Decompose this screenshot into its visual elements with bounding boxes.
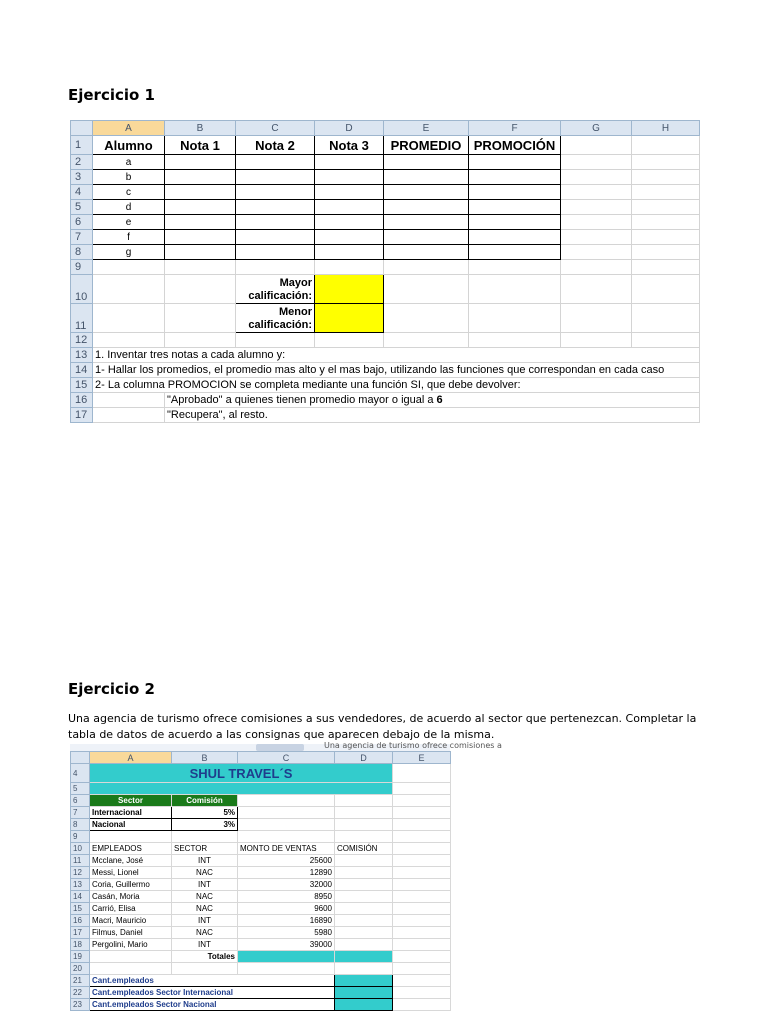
cell[interactable] — [469, 245, 561, 260]
summary-label[interactable]: Cant.empleados Sector Internacional — [90, 987, 335, 999]
ej2-heading: Ejercicio 2 — [68, 680, 155, 698]
cell[interactable] — [315, 245, 384, 260]
cell[interactable] — [315, 185, 384, 200]
cell[interactable] — [172, 831, 238, 843]
cell[interactable] — [393, 783, 451, 795]
cell[interactable] — [393, 807, 451, 819]
column-header[interactable]: D — [315, 121, 384, 136]
column-header[interactable]: C — [238, 752, 335, 764]
sector-pct[interactable]: 3% — [172, 819, 238, 831]
employee-monto[interactable]: 32000 — [238, 879, 335, 891]
instruction-text[interactable]: 1- Hallar los promedios, el promedio mas alto y el mas bajo, utilizando las funciones que correspondan en cada caso — [93, 363, 700, 378]
summary-value[interactable] — [335, 975, 393, 987]
cell[interactable] — [384, 185, 469, 200]
table-row — [71, 855, 451, 867]
row-number[interactable]: 8 — [71, 245, 93, 260]
comision-header[interactable]: Comisión — [172, 795, 238, 807]
row-number[interactable]: 4 — [71, 185, 93, 200]
table-row — [71, 783, 451, 795]
mayor-calificacion-value[interactable] — [315, 275, 384, 304]
row-number[interactable]: 8 — [71, 819, 90, 831]
cell[interactable] — [165, 333, 236, 348]
table-row — [71, 230, 700, 245]
cell[interactable] — [393, 855, 451, 867]
cell[interactable] — [165, 230, 236, 245]
table-row — [71, 378, 700, 393]
cell[interactable] — [384, 170, 469, 185]
table-row — [71, 275, 700, 304]
sector-name[interactable]: Nacional — [90, 819, 172, 831]
employee-comision[interactable] — [335, 855, 393, 867]
cell[interactable] — [632, 260, 700, 275]
employee-name[interactable]: Casán, Moria — [90, 891, 172, 903]
cell[interactable] — [238, 819, 335, 831]
row-number[interactable]: 12 — [71, 867, 90, 879]
instruction-text[interactable]: "Recupera", al resto. — [165, 408, 700, 423]
instruction-text[interactable]: 1. Inventar tres notas a cada alumno y: — [93, 348, 700, 363]
cell[interactable] — [236, 170, 315, 185]
table-row — [71, 795, 451, 807]
header-cell-nota3[interactable]: Nota 3 — [315, 136, 384, 155]
instruction-bold-value: 6 — [436, 394, 443, 406]
summary-value[interactable] — [335, 987, 393, 999]
cell[interactable] — [236, 215, 315, 230]
employee-sector[interactable]: INT — [172, 855, 238, 867]
row-number[interactable]: 16 — [71, 915, 90, 927]
column-header[interactable]: G — [561, 121, 632, 136]
sector-pct[interactable]: 5% — [172, 807, 238, 819]
summary-value[interactable] — [335, 999, 393, 1011]
cell[interactable] — [315, 333, 384, 348]
cell[interactable] — [165, 185, 236, 200]
table-row — [71, 363, 700, 378]
cell[interactable] — [315, 170, 384, 185]
cell[interactable] — [315, 200, 384, 215]
cell[interactable] — [393, 939, 451, 951]
row-number[interactable]: 21 — [71, 975, 90, 987]
ej1-spreadsheet — [70, 120, 700, 423]
cell[interactable] — [632, 230, 700, 245]
student-name[interactable]: f — [93, 230, 165, 245]
header-cell-nota1[interactable]: Nota 1 — [165, 136, 236, 155]
row-number[interactable]: 11 — [71, 855, 90, 867]
cell[interactable] — [172, 963, 238, 975]
column-header[interactable]: C — [236, 121, 315, 136]
cell[interactable] — [393, 831, 451, 843]
employee-comision[interactable] — [335, 867, 393, 879]
cell[interactable] — [561, 170, 632, 185]
cell[interactable] — [90, 963, 172, 975]
totals-monto[interactable] — [238, 951, 335, 963]
totals-label[interactable]: Totales — [172, 951, 238, 963]
cell[interactable] — [165, 215, 236, 230]
row-number[interactable]: 15 — [71, 378, 93, 393]
employee-comision[interactable] — [335, 891, 393, 903]
row-number[interactable]: 12 — [71, 333, 93, 348]
cell[interactable] — [561, 200, 632, 215]
cell[interactable] — [335, 963, 393, 975]
cell[interactable] — [384, 304, 469, 333]
student-name[interactable]: e — [93, 215, 165, 230]
cell[interactable] — [393, 764, 451, 783]
row-number[interactable]: 16 — [71, 393, 93, 408]
cell[interactable] — [315, 155, 384, 170]
employee-sector[interactable]: NAC — [172, 903, 238, 915]
cell[interactable] — [632, 185, 700, 200]
header-cell-alumno[interactable]: Alumno — [93, 136, 165, 155]
formula-bar-divider — [256, 744, 304, 751]
cell[interactable] — [469, 170, 561, 185]
employee-sector[interactable]: INT — [172, 939, 238, 951]
mayor-calificacion-label[interactable]: Mayor calificación: — [236, 275, 315, 304]
cell[interactable] — [393, 951, 451, 963]
row-number[interactable]: 13 — [71, 348, 93, 363]
column-header-row — [71, 121, 700, 136]
column-header[interactable]: H — [632, 121, 700, 136]
header-cell-promedio[interactable]: PROMEDIO — [384, 136, 469, 155]
employee-comision[interactable] — [335, 879, 393, 891]
column-header[interactable]: B — [172, 752, 238, 764]
cell[interactable] — [393, 975, 451, 987]
cell[interactable] — [165, 155, 236, 170]
cell[interactable] — [238, 795, 335, 807]
row-number[interactable]: 3 — [71, 170, 93, 185]
row-number[interactable]: 6 — [71, 795, 90, 807]
table-row — [71, 999, 451, 1011]
cell[interactable] — [236, 260, 315, 275]
employee-monto[interactable]: 25600 — [238, 855, 335, 867]
cell[interactable] — [93, 304, 165, 333]
column-header[interactable]: B — [165, 121, 236, 136]
cell[interactable] — [384, 215, 469, 230]
table-row — [71, 348, 700, 363]
employee-monto[interactable]: 9600 — [238, 903, 335, 915]
cell[interactable] — [236, 333, 315, 348]
row-number[interactable]: 11 — [71, 304, 93, 333]
row-number[interactable]: 17 — [71, 927, 90, 939]
cell[interactable] — [632, 200, 700, 215]
cell[interactable] — [469, 260, 561, 275]
cell[interactable] — [238, 807, 335, 819]
employee-monto[interactable]: 8950 — [238, 891, 335, 903]
cell[interactable] — [393, 987, 451, 999]
header-cell-promocion[interactable]: PROMOCIÓN — [469, 136, 561, 155]
row-number[interactable]: 4 — [71, 764, 90, 783]
cell[interactable] — [238, 831, 335, 843]
cell[interactable] — [561, 230, 632, 245]
cell[interactable] — [165, 275, 236, 304]
cell[interactable] — [165, 260, 236, 275]
cell[interactable] — [384, 260, 469, 275]
cell[interactable] — [93, 275, 165, 304]
cell[interactable] — [384, 333, 469, 348]
column-header[interactable]: F — [469, 121, 561, 136]
employee-name[interactable]: Filmus, Daniel — [90, 927, 172, 939]
cell[interactable] — [93, 333, 165, 348]
table-row — [71, 975, 451, 987]
employee-monto[interactable]: 39000 — [238, 939, 335, 951]
column-header-row — [71, 752, 451, 764]
employee-name[interactable]: Coria, Guillermo — [90, 879, 172, 891]
table-row — [71, 891, 451, 903]
cell[interactable] — [632, 215, 700, 230]
table-row — [71, 879, 451, 891]
table-row — [71, 408, 700, 423]
table-row — [71, 215, 700, 230]
cell[interactable] — [165, 304, 236, 333]
cell[interactable] — [384, 155, 469, 170]
row-number[interactable]: 22 — [71, 987, 90, 999]
employee-name[interactable]: Pergolini, Mario — [90, 939, 172, 951]
cell[interactable] — [315, 230, 384, 245]
table-row — [71, 867, 451, 879]
cell[interactable] — [393, 927, 451, 939]
cell[interactable] — [90, 831, 172, 843]
cell[interactable] — [90, 951, 172, 963]
cell[interactable] — [335, 795, 393, 807]
summary-label[interactable]: Cant.empleados Sector Nacional — [90, 999, 335, 1011]
row-number[interactable]: 18 — [71, 939, 90, 951]
cell[interactable] — [384, 230, 469, 245]
table-row — [71, 200, 700, 215]
row-number[interactable]: 7 — [71, 807, 90, 819]
cell[interactable] — [165, 200, 236, 215]
employee-comision[interactable] — [335, 915, 393, 927]
cell[interactable] — [236, 185, 315, 200]
instruction-text[interactable]: 2- La columna PROMOCION se completa mediante una función SI, que debe devolver: — [93, 378, 700, 393]
cell[interactable] — [469, 304, 561, 333]
student-name[interactable]: b — [93, 170, 165, 185]
cell[interactable] — [93, 260, 165, 275]
header-cell-nota2[interactable]: Nota 2 — [236, 136, 315, 155]
table-row — [71, 963, 451, 975]
row-number[interactable]: 5 — [71, 783, 90, 795]
instruction-cell[interactable] — [165, 393, 700, 408]
cell[interactable] — [393, 795, 451, 807]
formula-bar-text[interactable]: Una agencia de turismo ofrece comisiones a — [324, 741, 502, 750]
row-number[interactable]: 5 — [71, 200, 93, 215]
table-row — [71, 245, 700, 260]
row-number[interactable]: 10 — [71, 275, 93, 304]
employee-monto[interactable]: 5980 — [238, 927, 335, 939]
cell[interactable] — [93, 408, 165, 423]
row-number[interactable]: 13 — [71, 879, 90, 891]
table-row — [71, 393, 700, 408]
employee-monto[interactable]: 16890 — [238, 915, 335, 927]
cell[interactable] — [469, 185, 561, 200]
cell[interactable] — [165, 245, 236, 260]
cell[interactable] — [393, 879, 451, 891]
employee-name[interactable]: Carrió, Elisa — [90, 903, 172, 915]
employee-sector[interactable]: NAC — [172, 891, 238, 903]
row-number[interactable]: 23 — [71, 999, 90, 1011]
cell[interactable] — [561, 260, 632, 275]
employee-sector[interactable]: INT — [172, 915, 238, 927]
student-name[interactable]: c — [93, 185, 165, 200]
row-number[interactable]: 17 — [71, 408, 93, 423]
ej1-heading: Ejercicio 1 — [68, 86, 155, 104]
cell[interactable] — [393, 999, 451, 1011]
column-header[interactable]: E — [393, 752, 451, 764]
row-number[interactable]: 1 — [71, 136, 93, 155]
sheet-title[interactable]: SHUL TRAVEL´S — [90, 764, 393, 783]
employee-sector[interactable]: NAC — [172, 927, 238, 939]
cell[interactable] — [469, 155, 561, 170]
cell[interactable] — [393, 819, 451, 831]
select-all-corner[interactable] — [71, 752, 90, 764]
totals-comision[interactable] — [335, 951, 393, 963]
cell[interactable] — [384, 245, 469, 260]
cell[interactable] — [632, 170, 700, 185]
student-name[interactable]: g — [93, 245, 165, 260]
row-number[interactable]: 14 — [71, 363, 93, 378]
employee-sector[interactable]: NAC — [172, 867, 238, 879]
table-row — [71, 951, 451, 963]
cell[interactable] — [393, 867, 451, 879]
table-row — [71, 260, 700, 275]
employee-name[interactable]: Macri, Mauricio — [90, 915, 172, 927]
cell[interactable] — [236, 245, 315, 260]
table-row — [71, 304, 700, 333]
table-row — [71, 903, 451, 915]
table-row — [71, 333, 700, 348]
table-row — [71, 136, 700, 155]
table-row — [71, 927, 451, 939]
row-number[interactable]: 2 — [71, 155, 93, 170]
sector-name[interactable]: Internacional — [90, 807, 172, 819]
summary-label[interactable]: Cant.empleados — [90, 975, 335, 987]
cell[interactable] — [335, 807, 393, 819]
cell[interactable] — [335, 831, 393, 843]
cell[interactable] — [236, 155, 315, 170]
cell[interactable] — [393, 915, 451, 927]
table-row — [71, 185, 700, 200]
cell[interactable] — [236, 230, 315, 245]
employee-sector[interactable]: INT — [172, 879, 238, 891]
row-number[interactable]: 19 — [71, 951, 90, 963]
cell[interactable] — [393, 891, 451, 903]
cell[interactable] — [165, 170, 236, 185]
cell[interactable] — [393, 843, 451, 855]
cell[interactable] — [393, 903, 451, 915]
row-number[interactable]: 14 — [71, 891, 90, 903]
cell[interactable] — [632, 136, 700, 155]
cell[interactable] — [561, 333, 632, 348]
cell[interactable] — [315, 260, 384, 275]
col-label-comision[interactable]: COMISIÓN — [335, 843, 393, 855]
cell[interactable] — [561, 136, 632, 155]
employee-comision[interactable] — [335, 939, 393, 951]
cell[interactable] — [93, 393, 165, 408]
cell[interactable] — [632, 304, 700, 333]
cell[interactable] — [238, 963, 335, 975]
table-row — [71, 831, 451, 843]
employee-comision[interactable] — [335, 927, 393, 939]
cell[interactable] — [384, 275, 469, 304]
table-row — [71, 915, 451, 927]
menor-calificacion-label[interactable]: Menor calificación: — [236, 304, 315, 333]
cell[interactable] — [236, 200, 315, 215]
cell[interactable] — [561, 185, 632, 200]
cell[interactable] — [469, 215, 561, 230]
table-row — [71, 939, 451, 951]
col-label-monto[interactable]: MONTO DE VENTAS — [238, 843, 335, 855]
cell[interactable] — [469, 275, 561, 304]
cell[interactable] — [561, 245, 632, 260]
row-number[interactable]: 9 — [71, 260, 93, 275]
row-number[interactable]: 9 — [71, 831, 90, 843]
cell[interactable] — [561, 215, 632, 230]
student-name[interactable]: a — [93, 155, 165, 170]
cell[interactable] — [469, 230, 561, 245]
cell[interactable] — [561, 304, 632, 333]
employee-name[interactable]: Messi, Lionel — [90, 867, 172, 879]
cell[interactable] — [632, 245, 700, 260]
cell[interactable] — [632, 333, 700, 348]
table-row — [71, 819, 451, 831]
menor-calificacion-value[interactable] — [315, 304, 384, 333]
student-name[interactable]: d — [93, 200, 165, 215]
cell[interactable] — [90, 783, 393, 795]
cell[interactable] — [315, 215, 384, 230]
column-header[interactable]: D — [335, 752, 393, 764]
employee-name[interactable]: Mcclane, José — [90, 855, 172, 867]
cell[interactable] — [469, 333, 561, 348]
row-number[interactable]: 15 — [71, 903, 90, 915]
table-row — [71, 843, 451, 855]
instruction-text: "Aprobado" a quienes tienen promedio mayor o igual a — [167, 394, 437, 406]
row-number[interactable]: 7 — [71, 230, 93, 245]
cell[interactable] — [632, 155, 700, 170]
cell[interactable] — [384, 200, 469, 215]
employee-monto[interactable]: 12890 — [238, 867, 335, 879]
row-number[interactable]: 10 — [71, 843, 90, 855]
table-row — [71, 764, 451, 783]
ej2-spreadsheet — [70, 751, 451, 1011]
row-number[interactable]: 6 — [71, 215, 93, 230]
cell[interactable] — [469, 200, 561, 215]
table-row — [71, 807, 451, 819]
col-label-empleados[interactable]: EMPLEADOS — [90, 843, 172, 855]
col-label-sector[interactable]: SECTOR — [172, 843, 238, 855]
table-row — [71, 170, 700, 185]
ej2-intro: Una agencia de turismo ofrece comisiones a sus vendedores, de acuerdo al sector que pertenezcan. Completar la tabla de datos de acuerdo a las consignas que aparecen debajo de la misma. — [68, 712, 697, 741]
employee-comision[interactable] — [335, 903, 393, 915]
cell[interactable] — [561, 275, 632, 304]
column-header[interactable]: A — [93, 121, 165, 136]
table-row — [71, 155, 700, 170]
row-number[interactable]: 20 — [71, 963, 90, 975]
cell[interactable] — [632, 275, 700, 304]
select-all-corner[interactable] — [71, 121, 93, 136]
cell[interactable] — [335, 819, 393, 831]
cell[interactable] — [561, 155, 632, 170]
column-header[interactable]: A — [90, 752, 172, 764]
column-header[interactable]: E — [384, 121, 469, 136]
table-row — [71, 987, 451, 999]
cell[interactable] — [393, 963, 451, 975]
sector-header[interactable]: Sector — [90, 795, 172, 807]
